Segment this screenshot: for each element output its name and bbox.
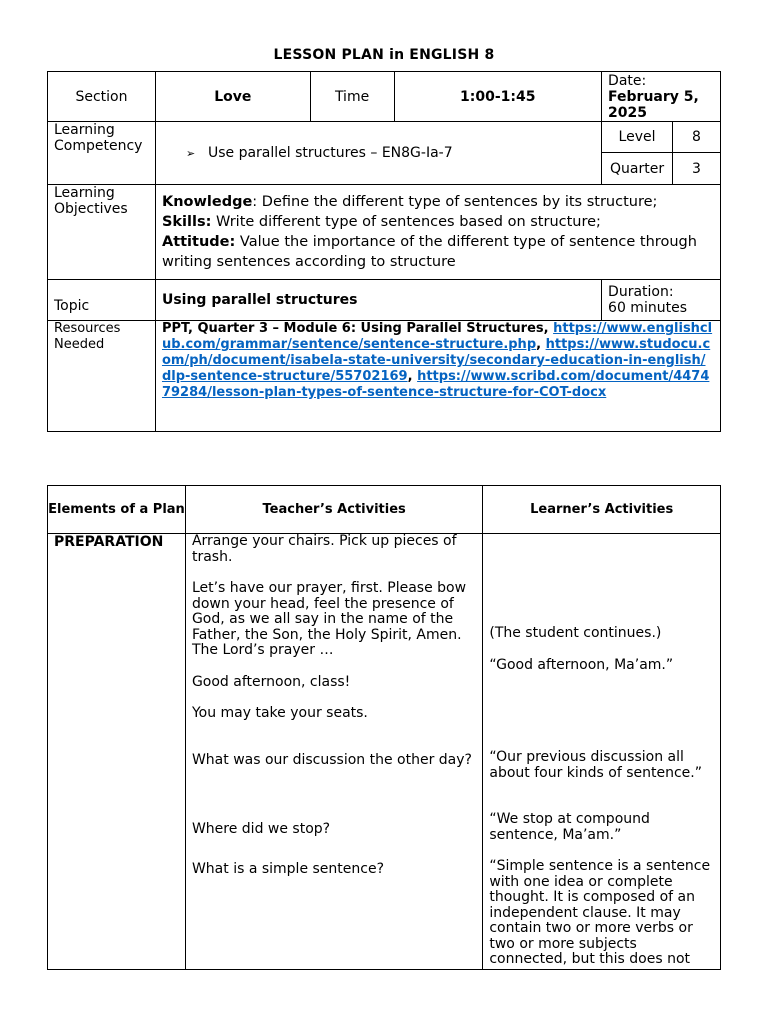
teacher-activities-cell: Arrange your chairs. Pick up pieces of trash. Let’s have our prayer, first. Please bow down your head, feel the presence of God, as we all say in the name of the Father, the Son, the Holy Spirit, Amen. The Lord’s prayer … Good afternoon, class! You may take your seats. What was our discussion the other day? Where did we stop? What is a simple sentence? [185, 534, 482, 970]
quarter-value-cell: 3 [673, 153, 721, 185]
competency-label-cell: Learning Competency [48, 122, 156, 185]
objectives-value-cell: Knowledge: Define the different type of sentences by its structure; Skills: Write different type of sentences based on structure; Attitude: Value the importance of the different type of sentence through writing sentences according to structure [155, 185, 720, 280]
time-label-cell: Time [310, 72, 394, 122]
resources-label-cell: Resources Needed [48, 321, 156, 432]
resource-link-scribd[interactable]: https://www.scribd.com/document/447479284/lesson-plan-types-of-sentence-structure-for-COT-docx [161, 369, 710, 400]
date-value: February 5, 2025 [608, 89, 699, 121]
quarter-label-cell: Quarter [602, 153, 673, 185]
objectives-label-cell: Learning Objectives [48, 185, 156, 280]
competency-value-cell: ➢ Use parallel structures – EN8G-Ia-7 [155, 122, 601, 185]
resource-link-studocu[interactable]: https://www.studocu.com/ph/document/isabela-state-university/secondary-education-in-english/dlp-sentence-structure/55702169 [161, 337, 711, 384]
level-value-cell: 8 [673, 122, 721, 153]
duration-cell: Duration: 60 minutes [602, 280, 721, 321]
topic-label-cell: Topic [48, 280, 156, 321]
document-title: LESSON PLAN in ENGLISH 8 [273, 47, 495, 63]
time-value-cell: 1:00-1:45 [394, 72, 602, 122]
resource-link-englishclub[interactable]: https://www.englishclub.com/grammar/sentence/sentence-structure.php [161, 321, 713, 352]
element-preparation: PREPARATION [48, 534, 186, 970]
resources-value-cell: PPT, Quarter 3 – Module 6: Using Parallel Structures, https://www.englishclub.com/grammar/sentence/sentence-structure.php, https://www.studocu.com/ph/document/isabela-state-university/secondary-education-in-english/dlp-sentence-structure/55702169, https://www.scribd.com/document/447479284/lesson-plan-types-of-sentence-structure-for-COT-docx [155, 321, 720, 432]
arrow-bullet-icon: ➢ [185, 146, 196, 160]
learner-activities-cell: (The student continues.) “Good afternoon, Ma’am.” “Our previous discussion all about four kinds of sentence.” “We stop at compound sentence, Ma’am.” “Simple sentence is a sentence with one idea or complete thought. It is composed of an independent clause. It may contain two or more verbs or two or more subjects connected, but this does not [483, 534, 721, 970]
header-teacher: Teacher’s Activities [185, 486, 482, 534]
date-cell [602, 72, 721, 122]
date-label: Date: [608, 73, 647, 89]
lesson-info-table [47, 71, 721, 432]
level-label-cell: Level [602, 122, 673, 153]
section-value-cell: Love [155, 72, 310, 122]
plan-table [47, 485, 721, 970]
header-learner: Learner’s Activities [483, 486, 721, 534]
topic-value-cell: Using parallel structures [155, 280, 601, 321]
section-label-cell: Section [48, 72, 156, 122]
header-elements: Elements of a Plan [48, 486, 186, 534]
